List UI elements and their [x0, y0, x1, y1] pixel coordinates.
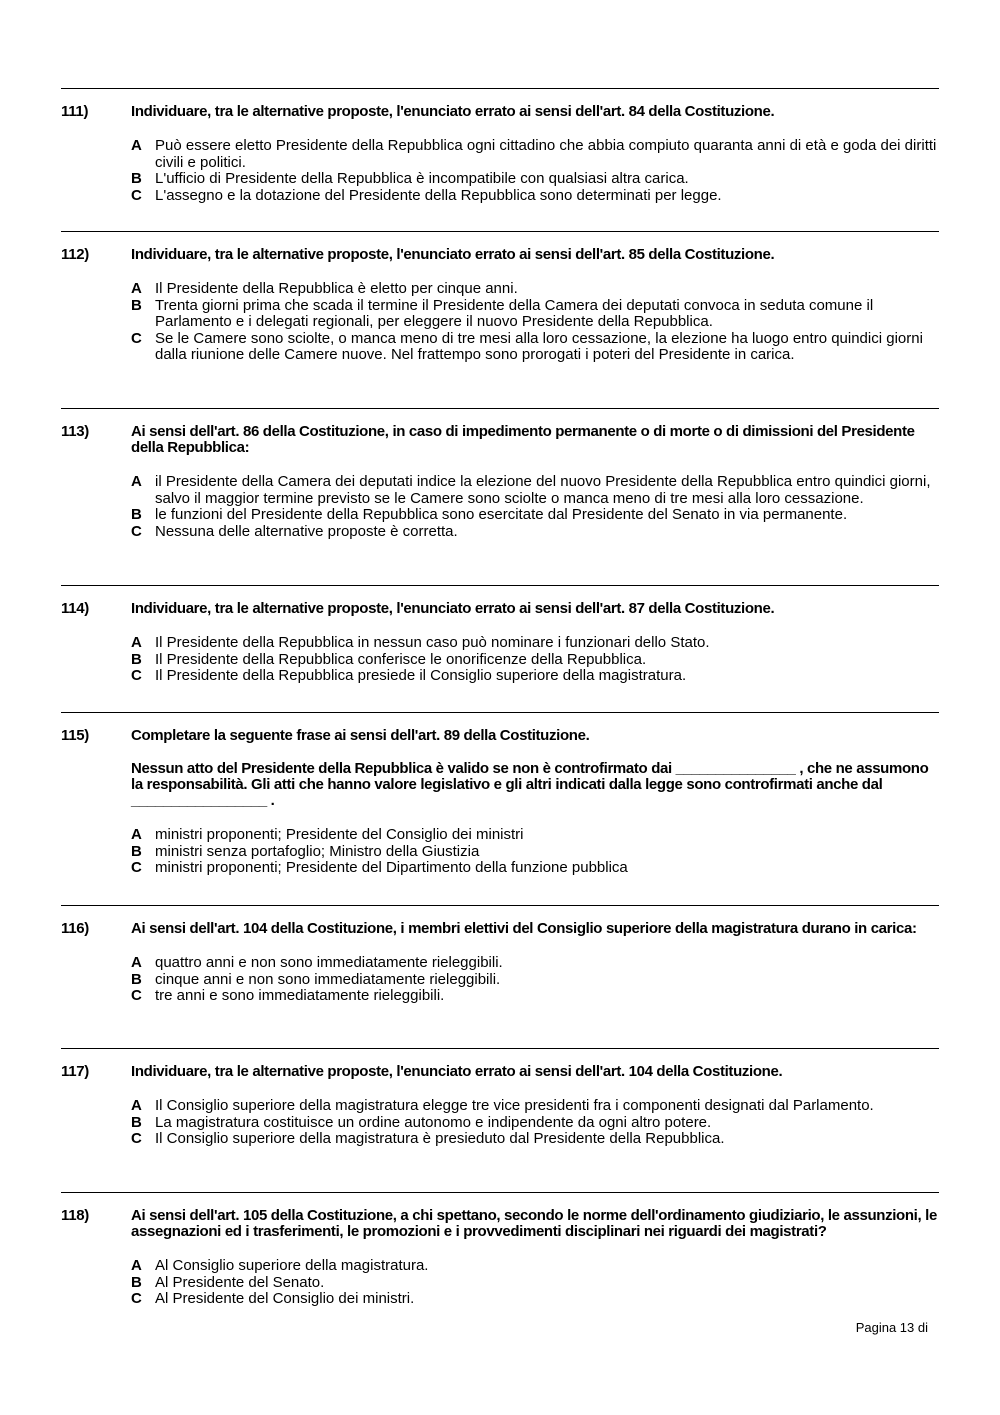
answer-option-b[interactable] — [131, 844, 939, 861]
option-text: Il Presidente della Repubblica in nessun caso può nominare i funzionari dello Stato. — [155, 634, 710, 651]
option-letter: A — [131, 954, 142, 971]
question-111 — [61, 88, 939, 231]
option-text: le funzioni del Presidente della Repubblica sono esercitate dal Presidente del Senato in via permanente. — [155, 506, 848, 523]
answer-option-b[interactable] — [131, 1115, 939, 1132]
answer-option-a[interactable] — [131, 1258, 939, 1275]
option-letter: B — [131, 1273, 142, 1291]
option-letter: A — [131, 634, 142, 651]
option-letter: B — [131, 842, 142, 860]
question-114 — [61, 585, 939, 712]
question-112 — [61, 231, 939, 408]
option-text: L'assegno e la dotazione del Presidente della Repubblica sono determinati per legge. — [155, 186, 722, 204]
option-letter: B — [131, 970, 142, 988]
option-text: Al Presidente del Consiglio dei ministri. — [155, 1290, 415, 1307]
question-list — [61, 88, 939, 1358]
option-text: Al Consiglio superiore della magistratura. — [155, 1257, 429, 1274]
question-number: 112) — [61, 246, 89, 263]
option-text: ministri senza portafoglio; Ministro della Giustizia — [155, 842, 480, 860]
question-115 — [61, 712, 939, 905]
answer-option-c[interactable] — [131, 668, 939, 685]
option-letter: B — [131, 506, 142, 523]
answer-option-c[interactable] — [131, 860, 939, 877]
option-letter: A — [131, 826, 142, 843]
option-text: Può essere eletto Presidente della Repubblica ogni cittadino che abbia compiuto quaranta anni di età e goda dei diritti civili e politici. — [155, 137, 937, 171]
answer-option-c[interactable] — [131, 331, 939, 364]
option-text: L'ufficio di Presidente della Repubblica è incompatibile con qualsiasi altra carica. — [155, 170, 689, 187]
option-text: quattro anni e non sono immediatamente rieleggibili. — [155, 954, 503, 971]
answer-option-b[interactable] — [131, 298, 939, 331]
answer-option-c[interactable] — [131, 188, 939, 205]
option-text: ministri proponenti; Presidente del Consiglio dei ministri — [155, 826, 524, 843]
question-text: Individuare, tra le alternative proposte, l'enunciato errato ai sensi dell'art. 87 della Costituzione. — [131, 600, 775, 617]
answer-option-a[interactable] — [131, 827, 939, 844]
option-letter: C — [131, 186, 142, 204]
question-118 — [61, 1192, 939, 1358]
answer-option-c[interactable] — [131, 1131, 939, 1148]
option-letter: A — [131, 1257, 142, 1274]
answer-option-c[interactable] — [131, 524, 939, 541]
question-text: Ai sensi dell'art. 105 della Costituzione, a chi spettano, secondo le norme dell'ordinamento giudiziario, le assunzioni, le assegnazioni ed i trasferimenti, le promozioni e i provvedimenti disciplinari nei riguardi dei magistrati? — [131, 1207, 937, 1240]
answer-option-b[interactable] — [131, 507, 939, 524]
answer-options — [131, 138, 939, 204]
option-letter: C — [131, 859, 142, 876]
question-text: Individuare, tra le alternative proposte, l'enunciato errato ai sensi dell'art. 84 della Costituzione. — [131, 103, 775, 120]
fill-in-sentence: Nessun atto del Presidente della Repubblica è valido se non è controfirmato dai _______________ , che ne assumono la responsabilità. Gli atti che hanno valore legislativo e gli altri indicati dalla legge sono controfirmati anche dal _________________ . — [131, 760, 933, 809]
answer-option-a[interactable] — [131, 955, 939, 972]
question-number: 113) — [61, 423, 89, 440]
option-text: tre anni e sono immediatamente rieleggibili. — [155, 987, 445, 1004]
option-letter: B — [131, 296, 142, 314]
option-text: Il Consiglio superiore della magistratura è presieduto dal Presidente della Repubblica. — [155, 1130, 725, 1147]
option-text: Se le Camere sono sciolte, o manca meno di tre mesi alla loro cessazione, la elezione ha luogo entro quindici giorni dalla riunione delle Camere nuove. Nel frattempo sono prorogati i poteri del Presidente in carica. — [155, 329, 923, 363]
answer-option-b[interactable] — [131, 652, 939, 669]
answer-option-a[interactable] — [131, 635, 939, 652]
option-letter: C — [131, 329, 142, 347]
answer-options — [131, 281, 939, 364]
option-letter: C — [131, 1290, 142, 1307]
question-117 — [61, 1048, 939, 1192]
answer-option-b[interactable] — [131, 972, 939, 989]
option-letter: B — [131, 1113, 142, 1131]
option-text: La magistratura costituisce un ordine autonomo e indipendente da ogni altro potere. — [155, 1113, 712, 1131]
question-number: 115) — [61, 727, 89, 744]
page-number: Pagina 13 di — [855, 1320, 928, 1335]
question-number: 116) — [61, 920, 89, 937]
option-text: ministri proponenti; Presidente del Dipartimento della funzione pubblica — [155, 859, 628, 876]
option-letter: C — [131, 1130, 142, 1147]
question-number: 111) — [61, 103, 89, 120]
option-text: Il Presidente della Repubblica è eletto per cinque anni. — [155, 280, 518, 297]
question-text: Individuare, tra le alternative proposte, l'enunciato errato ai sensi dell'art. 85 della Costituzione. — [131, 246, 775, 263]
answer-option-c[interactable] — [131, 1291, 939, 1308]
option-letter: A — [131, 280, 142, 297]
answer-option-b[interactable] — [131, 171, 939, 188]
option-text: il Presidente della Camera dei deputati indice la elezione del nuovo Presidente della Repubblica entro quindici giorni, salvo il maggior termine previsto se le Camere sono sciolte o manca meno di tre mesi alla loro cessazione. — [155, 473, 931, 507]
answer-option-b[interactable] — [131, 1275, 939, 1292]
option-text: Il Presidente della Repubblica presiede il Consiglio superiore della magistratura. — [155, 667, 687, 684]
answer-options — [131, 1258, 939, 1308]
option-text: Il Presidente della Repubblica conferisce le onorificenze della Repubblica. — [155, 650, 647, 668]
answer-options — [131, 955, 939, 1005]
option-letter: A — [131, 473, 142, 490]
question-text: Ai sensi dell'art. 86 della Costituzione, in caso di impedimento permanente o di morte o di dimissioni del Presidente della Repubblica: — [131, 423, 915, 456]
answer-option-a[interactable] — [131, 1098, 939, 1115]
answer-options — [131, 635, 939, 685]
answer-options — [131, 827, 939, 877]
answer-option-c[interactable] — [131, 988, 939, 1005]
question-116 — [61, 905, 939, 1048]
option-text: Il Consiglio superiore della magistratura elegge tre vice presidenti fra i componenti designati dal Parlamento. — [155, 1097, 874, 1114]
option-letter: A — [131, 1097, 142, 1114]
option-letter: C — [131, 667, 142, 684]
answer-options — [131, 474, 939, 540]
option-text: Nessuna delle alternative proposte è corretta. — [155, 522, 458, 540]
answer-option-a[interactable] — [131, 138, 939, 171]
option-letter: B — [131, 170, 142, 187]
question-number: 114) — [61, 600, 89, 617]
question-text: Completare la seguente frase ai sensi dell'art. 89 della Costituzione. — [131, 727, 590, 744]
option-letter: C — [131, 987, 142, 1004]
option-text: Al Presidente del Senato. — [155, 1273, 325, 1291]
option-letter: B — [131, 650, 142, 668]
option-letter: A — [131, 137, 142, 154]
question-text: Ai sensi dell'art. 104 della Costituzione, i membri elettivi del Consiglio superiore della magistratura durano in carica: — [131, 920, 917, 937]
question-number: 117) — [61, 1063, 89, 1080]
option-letter: C — [131, 522, 142, 540]
option-text: Trenta giorni prima che scada il termine il Presidente della Camera dei deputati convoca in seduta comune il Parlamento e i delegati regionali, per eleggere il nuovo Presidente della Repubblica. — [155, 296, 874, 330]
answer-option-a[interactable] — [131, 474, 939, 507]
answer-option-a[interactable] — [131, 281, 939, 298]
question-113 — [61, 408, 939, 585]
question-number: 118) — [61, 1207, 89, 1224]
question-text: Individuare, tra le alternative proposte, l'enunciato errato ai sensi dell'art. 104 della Costituzione. — [131, 1063, 783, 1080]
answer-options — [131, 1098, 939, 1148]
option-text: cinque anni e non sono immediatamente rieleggibili. — [155, 970, 501, 988]
